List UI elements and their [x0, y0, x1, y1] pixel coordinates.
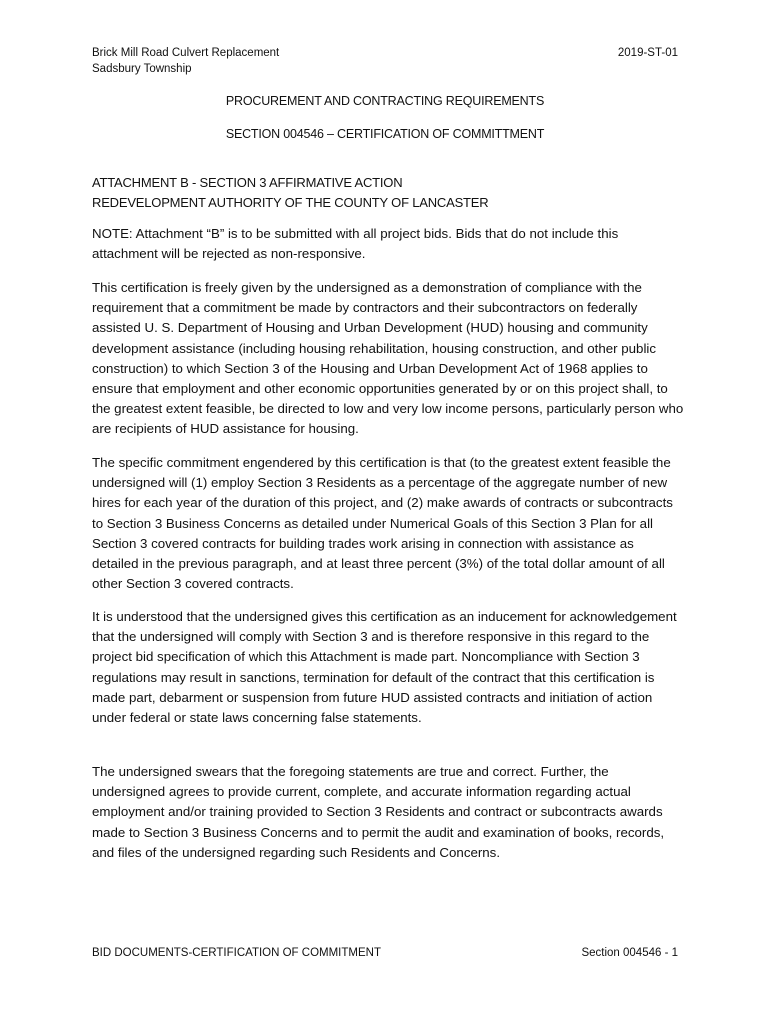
body-paragraph-3: It is understood that the undersigned gives this certification as an inducement for acknowledgement that the undersigned will comply with Section 3 and is therefore responsive in this regard to the project bid specification of which this Attachment is made part. Noncompliance with Section 3 regulations may result in sanctions, termination for default of the contract that this certification is made part, debarment or suspension from future HUD assisted contracts and initiation of action under federal or state laws concerning false statements. — [92, 609, 677, 726]
note-paragraph: NOTE: Attachment “B” is to be submitted with all project bids. Bids that do not include this attachment will be rejected as non-responsive. — [92, 226, 619, 262]
attachment-heading — [92, 173, 488, 213]
footer-left: BID DOCUMENTS-CERTIFICATION OF COMMITMENT — [92, 947, 381, 959]
section-heading: PROCUREMENT AND CONTRACTING REQUIREMENTS — [225, 94, 545, 108]
header-left — [92, 45, 279, 77]
header-project: Brick Mill Road Culvert Replacement — [92, 47, 280, 59]
footer-page-number: Section 004546 - 1 — [581, 947, 678, 959]
body-paragraph-4: The undersigned swears that the foregoing statements are true and correct. Further, the undersigned agrees to provide current, complete, and accurate information regarding actual employment and/or training provided to Section 3 Residents and contract or subcontracts awards made to Section 3 Business Concerns and to permit the audit and examination of books, records, and files of the undersigned regarding such Residents and Concerns. — [92, 764, 665, 860]
body-paragraph-1: This certification is freely given by the undersigned as a demonstration of compliance with the requirement that a commitment be made by contractors and their subcontractors on federally assisted U. S. Department of Housing and Urban Development (HUD) housing and community development assistance (including housing rehabilitation, housing construction, and other public construction) to which Section 3 of the Housing and Urban Development Act of 1968 applies to ensure that employment and other economic opportunities generated by or on this project shall, to the greatest extent feasible, be directed to low and very low income persons, particularly person who are recipients of HUD assistance for housing. — [92, 280, 684, 437]
header-township: Sadsbury Township — [92, 63, 192, 75]
section-title: SECTION 004546 – CERTIFICATION OF COMMITTMENT — [225, 127, 545, 141]
body-paragraph-2: The specific commitment engendered by this certification is that (to the greatest extent feasible the undersigned will (1) employ Section 3 Residents as a percentage of the aggregate number of new hires for each year of the duration of this project, and (2) make awards of contracts or subcontracts to Section 3 Business Concerns as detailed under Numerical Goals of this Section 3 Plan for all Section 3 covered contracts for building trades work arising in connection with assistance as detailed in the previous paragraph, and at least three percent (3%) of the total dollar amount of all other Section 3 covered contracts. — [92, 455, 673, 592]
attachment-title-line2: REDEVELOPMENT AUTHORITY OF THE COUNTY OF LANCASTER — [92, 195, 489, 210]
header-doc-number: 2019-ST-01 — [617, 47, 678, 59]
attachment-title-line1: ATTACHMENT B - SECTION 3 AFFIRMATIVE ACTION — [92, 175, 403, 190]
